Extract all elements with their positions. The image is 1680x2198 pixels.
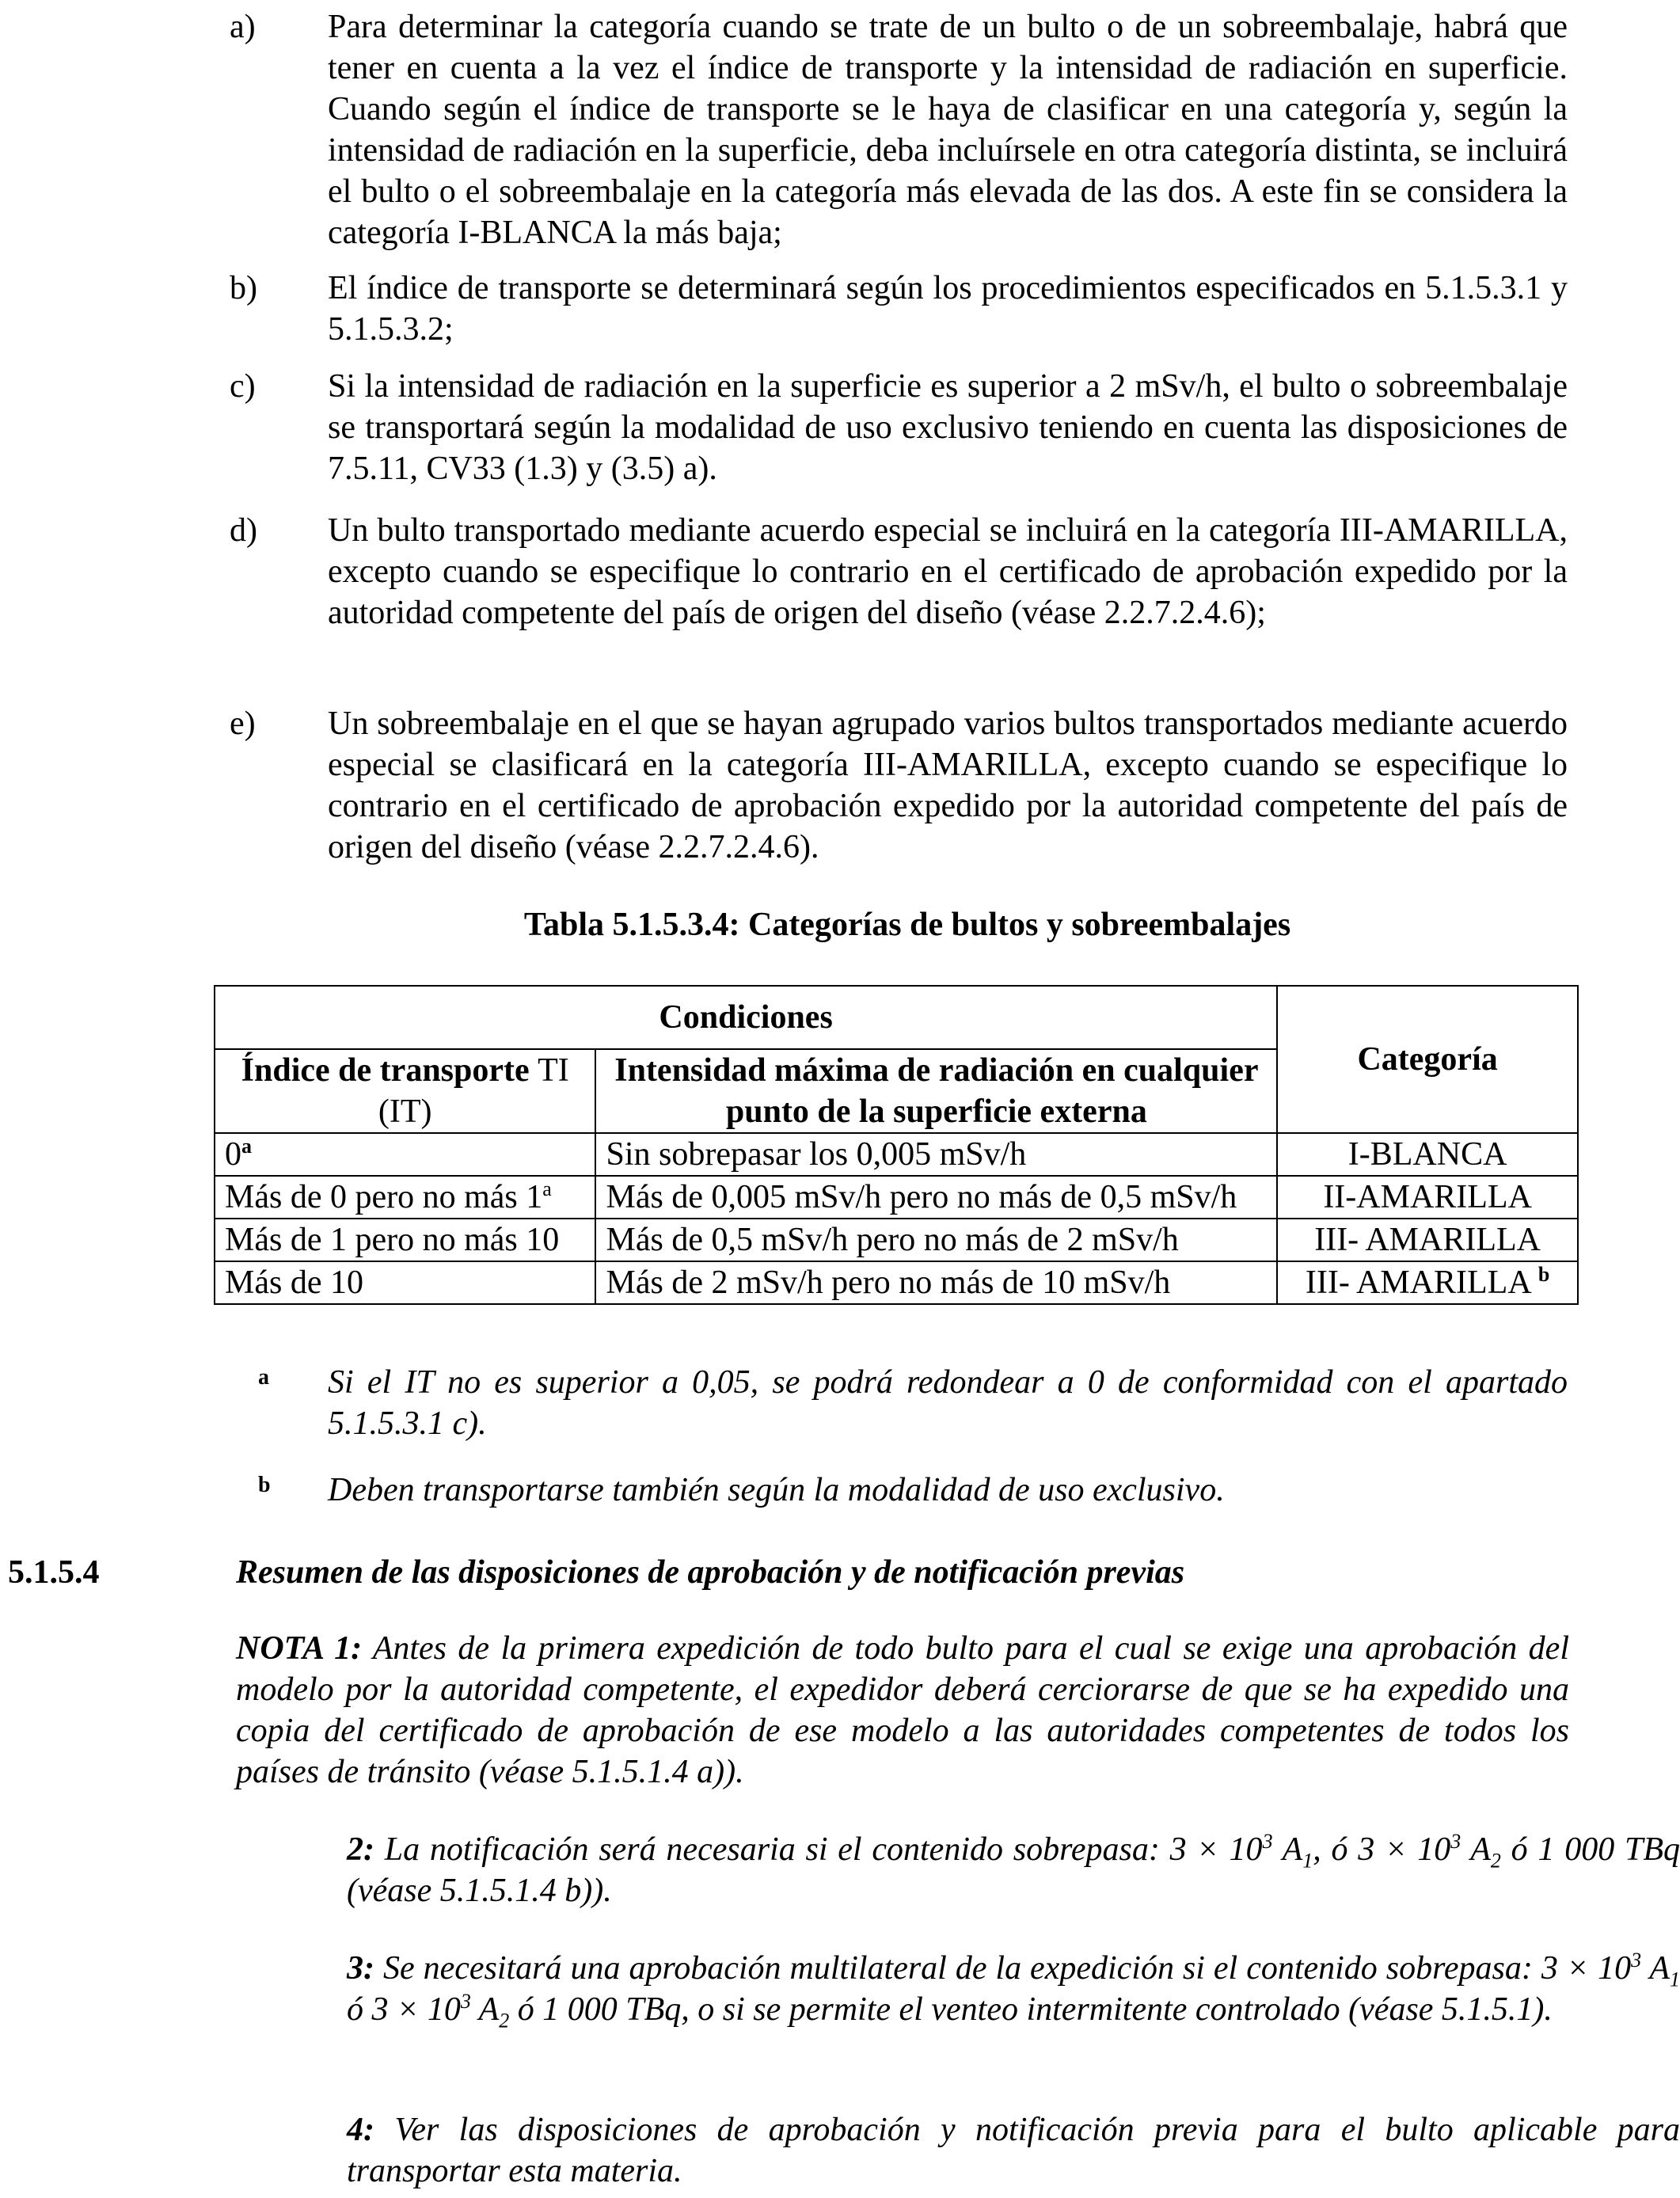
table-row xyxy=(215,1176,1578,1219)
note-text: Ver las disposiciones de aprobación y notificación previa para el bulto aplicable para transportar esta materia. xyxy=(347,2112,1680,2189)
category-header: Categoría xyxy=(1277,986,1578,1133)
category-cell: II-AMARILLA xyxy=(1277,1176,1578,1219)
category-cell: III- AMARILLA xyxy=(1277,1219,1578,1261)
section-number: 5.1.5.4 xyxy=(8,1554,100,1591)
footnote-mark: a xyxy=(258,1365,269,1390)
note-text: La notificación será necesaria si el contenido sobrepasa: $3 \times 10^3$ $A_1$, ó $3 \times 10^3$ $A_2$ ó 1 000 TBq (véase 5.1.5.1.4 b)). xyxy=(347,1830,1680,1909)
list-item-text: El índice de transporte se determinará según los procedimientos especificados en 5.1.5.3.1 y 5.1.5.3.2; xyxy=(328,270,1568,348)
ti-header-normal: TI (IT) xyxy=(378,1052,569,1130)
ti-cell: Más de 10 xyxy=(215,1261,595,1304)
note-text: Antes de la primera expedición de todo bulto para el cual se exige una aprobación del modelo por la autoridad competente, el expedidor deberá cerciorarse de que se ha expedido una copia del certificado de aprobación de ese modelo a las autoridades competentes de todos los países de tránsito (véase 5.1.5.1.4 a)). xyxy=(236,1630,1569,1790)
list-item-letter: c) xyxy=(230,368,256,405)
intensity-cell: Más de 0,005 mSv/h pero no más de 0,5 mSv/h xyxy=(595,1176,1277,1219)
note-4 xyxy=(236,2109,1680,2192)
table-caption: Tabla 5.1.5.3.4: Categorías de bultos y sobreembalajes xyxy=(523,907,1291,943)
note-text: Se necesitará una aprobación multilateral de la expedición si el contenido sobrepasa: $3 \times 10^3$ $A_1$ ó $3 \times 10^3$ $A_2$ ó 1 000 TBq, o si se permite el venteo intermitente controlado (véase 5.1.5.1). xyxy=(347,1949,1680,2033)
note-label: 2: xyxy=(347,1831,374,1868)
table-row xyxy=(215,1133,1578,1176)
note-2 xyxy=(236,1829,1680,1911)
footnote-mark: b xyxy=(258,1473,271,1497)
ti-header xyxy=(215,1049,595,1133)
section-title: Resumen de las disposiciones de aprobación y de notificación previas xyxy=(236,1554,1185,1591)
list-item-letter: a) xyxy=(230,9,256,45)
category-cell: I-BLANCA xyxy=(1277,1133,1578,1176)
category-cell: III- AMARILLA $^b$ xyxy=(1277,1261,1578,1304)
note-1 xyxy=(236,1628,1569,1793)
note-label: NOTA 1: xyxy=(236,1630,363,1667)
ti-cell: Más de 0 pero no más 1$^a$ xyxy=(215,1176,595,1219)
category-table xyxy=(214,985,1579,1305)
note-label: 4: xyxy=(347,2112,374,2148)
list-item-letter: d) xyxy=(230,512,257,549)
note-3 xyxy=(236,1948,1680,2033)
list-item-text: Un sobreembalaje en el que se hayan agrupado varios bultos transportados mediante acuerdo especial se clasificará en la categoría III-AMARILLA, excepto cuando se especifique lo contrario en el certificado de aprobación expedido por la autoridad competente del país de origen del diseño (véase 2.2.7.2.4.6). xyxy=(328,705,1568,865)
table-row xyxy=(215,1219,1578,1261)
table-row xyxy=(215,1261,1578,1304)
note-label: 3: xyxy=(347,1950,374,1987)
footnote-text: Deben transportarse también según la modalidad de uso exclusivo. xyxy=(328,1472,1225,1508)
list-item-letter: b) xyxy=(230,270,257,306)
ti-header-bold: Índice de transporte xyxy=(241,1052,530,1089)
intensity-cell: Más de 0,5 mSv/h pero no más de 2 mSv/h xyxy=(595,1219,1277,1261)
intensity-cell: Más de 2 mSv/h pero no más de 10 mSv/h xyxy=(595,1261,1277,1304)
list-item-letter: e) xyxy=(230,705,256,742)
intensity-cell: Sin sobrepasar los 0,005 mSv/h xyxy=(595,1133,1277,1176)
list-item-text: Un bulto transportado mediante acuerdo especial se incluirá en la categoría III-AMARILLA, excepto cuando se especifique lo contrario en el certificado de aprobación expedido por la autoridad competente del país de origen del diseño (véase 2.2.7.2.4.6); xyxy=(328,512,1568,631)
intensity-header: Intensidad máxima de radiación en cualquier punto de la superficie externa xyxy=(595,1049,1277,1133)
list-item-text: Para determinar la categoría cuando se trate de un bulto o de un sobreembalaje, habrá que tener en cuenta a la vez el índice de transporte y la intensidad de radiación en superficie. Cuando según el índice de transporte se le haya de clasificar en una categoría y, según la intensidad de radiación en la superficie, deba incluírsele en otra categoría distinta, se incluirá el bulto o el sobreembalaje en la categoría más elevada de las dos. A este fin se considera la categoría I-BLANCA la más baja; xyxy=(328,9,1568,251)
footnote-text: Si el IT no es superior a 0,05, se podrá redondear a 0 de conformidad con el apartado 5.1.5.3.1 c). xyxy=(328,1364,1568,1442)
ti-cell: 0$^a$ xyxy=(215,1133,595,1176)
list-item-text: Si la intensidad de radiación en la superficie es superior a 2 mSv/h, el bulto o sobreembalaje se transportará según la modalidad de uso exclusivo teniendo en cuenta las disposiciones de 7.5.11, CV33 (1.3) y (3.5) a). xyxy=(328,368,1568,487)
conditions-header: Condiciones xyxy=(215,986,1277,1049)
ti-cell: Más de 1 pero no más 10 xyxy=(215,1219,595,1261)
